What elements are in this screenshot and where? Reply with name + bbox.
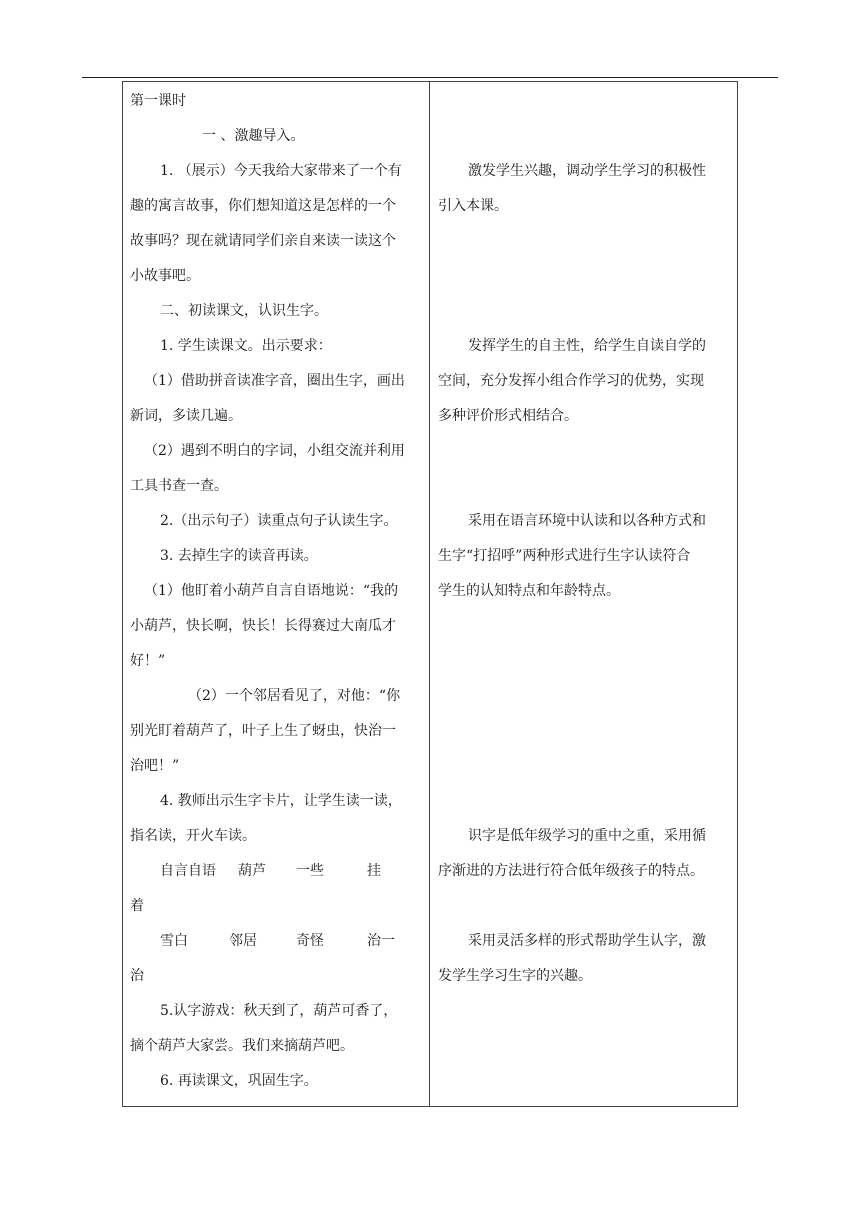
paragraph-line: （2）一个邻居看见了，对他：“你: [188, 688, 401, 704]
paragraph-line: 新词，多读几遍。: [130, 408, 242, 424]
paragraph-line: 5.认字游戏：秋天到了，葫芦可香了，: [160, 1003, 398, 1019]
paragraph-line: 4. 教师出示生字卡片，让学生读一读，: [160, 793, 402, 809]
paragraph-line: 治吧！”: [130, 758, 180, 774]
paragraph-line: 2.（出示句子）读重点句子认读生字。: [160, 513, 398, 529]
note-line: 采用在语言环境中认读和以各种方式和: [468, 513, 706, 529]
note-line: 多种评价形式相结合。: [438, 408, 578, 424]
paragraph-line: 别光盯着葫芦了，叶子上生了蚜虫，快治一: [130, 723, 396, 739]
paragraph-line: 工具书查一查。: [130, 478, 228, 494]
paragraph-line: （2）遇到不明白的字词，小组交流并利用: [144, 443, 405, 459]
note-line: 激发学生兴趣，调动学生学习的积极性: [468, 163, 706, 179]
paragraph-line: （1）他盯着小葫芦自言自语地说：“我的: [144, 583, 399, 599]
note-line: 发学生学习生字的兴趣。: [438, 968, 592, 984]
note-line: 发挥学生的自主性，给学生自读自学的: [468, 338, 706, 354]
vocab-word: 着: [130, 898, 144, 914]
vocab-word: 自言自语: [160, 863, 216, 879]
paragraph-line: 小葫芦，快长啊，快长！长得赛过大南瓜才: [130, 618, 396, 634]
paragraph-line: 小故事吧。: [130, 268, 200, 284]
lesson-title: 第一课时: [130, 93, 186, 109]
paragraph-line: 指名读，开火车读。: [130, 828, 256, 844]
vocab-word: 治: [130, 968, 144, 984]
paragraph-line: 故事吗？现在就请同学们亲自来读一读这个: [130, 233, 396, 249]
paragraph-line: 1. （展示）今天我给大家带来了一个有: [160, 163, 402, 179]
paragraph-line: 好！”: [130, 653, 166, 669]
note-line: 引入本课。: [438, 198, 508, 214]
vocab-word: 雪白: [160, 933, 188, 949]
section-heading: 一 、激趣导入。: [202, 128, 305, 144]
note-line: 学生的认知特点和年龄特点。: [438, 583, 620, 599]
note-line: 生字“打招呼”两种形式进行生字认读符合: [438, 548, 691, 564]
paragraph-line: 6. 再读课文，巩固生字。: [160, 1073, 318, 1089]
vocab-word: 葫芦: [238, 863, 266, 879]
note-line: 识字是低年级学习的重中之重，采用循: [468, 828, 706, 844]
vocab-word: 挂: [367, 863, 381, 879]
vocab-word: 邻居: [229, 933, 257, 949]
vocab-word: 一些: [296, 863, 324, 879]
column-divider: [429, 81, 430, 1107]
note-line: 空间，充分发挥小组合作学习的优势，实现: [438, 373, 704, 389]
vocab-word: 治一: [367, 933, 395, 949]
paragraph-line: 1. 学生读课文。出示要求：: [160, 338, 332, 354]
paragraph-line: 3. 去掉生字的读音再读。: [160, 548, 318, 564]
paragraph-line: （1）借助拼音读准字音，圈出生字，画出: [144, 373, 405, 389]
section-heading: 二、初读课文，认识生字。: [160, 303, 328, 319]
header-rule: [82, 77, 778, 78]
paragraph-line: 摘个葫芦大家尝。我们来摘葫芦吧。: [130, 1038, 354, 1054]
note-line: 采用灵活多样的形式帮助学生认字，激: [468, 933, 706, 949]
vocab-word: 奇怪: [296, 933, 324, 949]
note-line: 序渐进的方法进行符合低年级孩子的特点。: [438, 863, 704, 879]
paragraph-line: 趣的寓言故事，你们想知道这是怎样的一个: [130, 198, 396, 214]
